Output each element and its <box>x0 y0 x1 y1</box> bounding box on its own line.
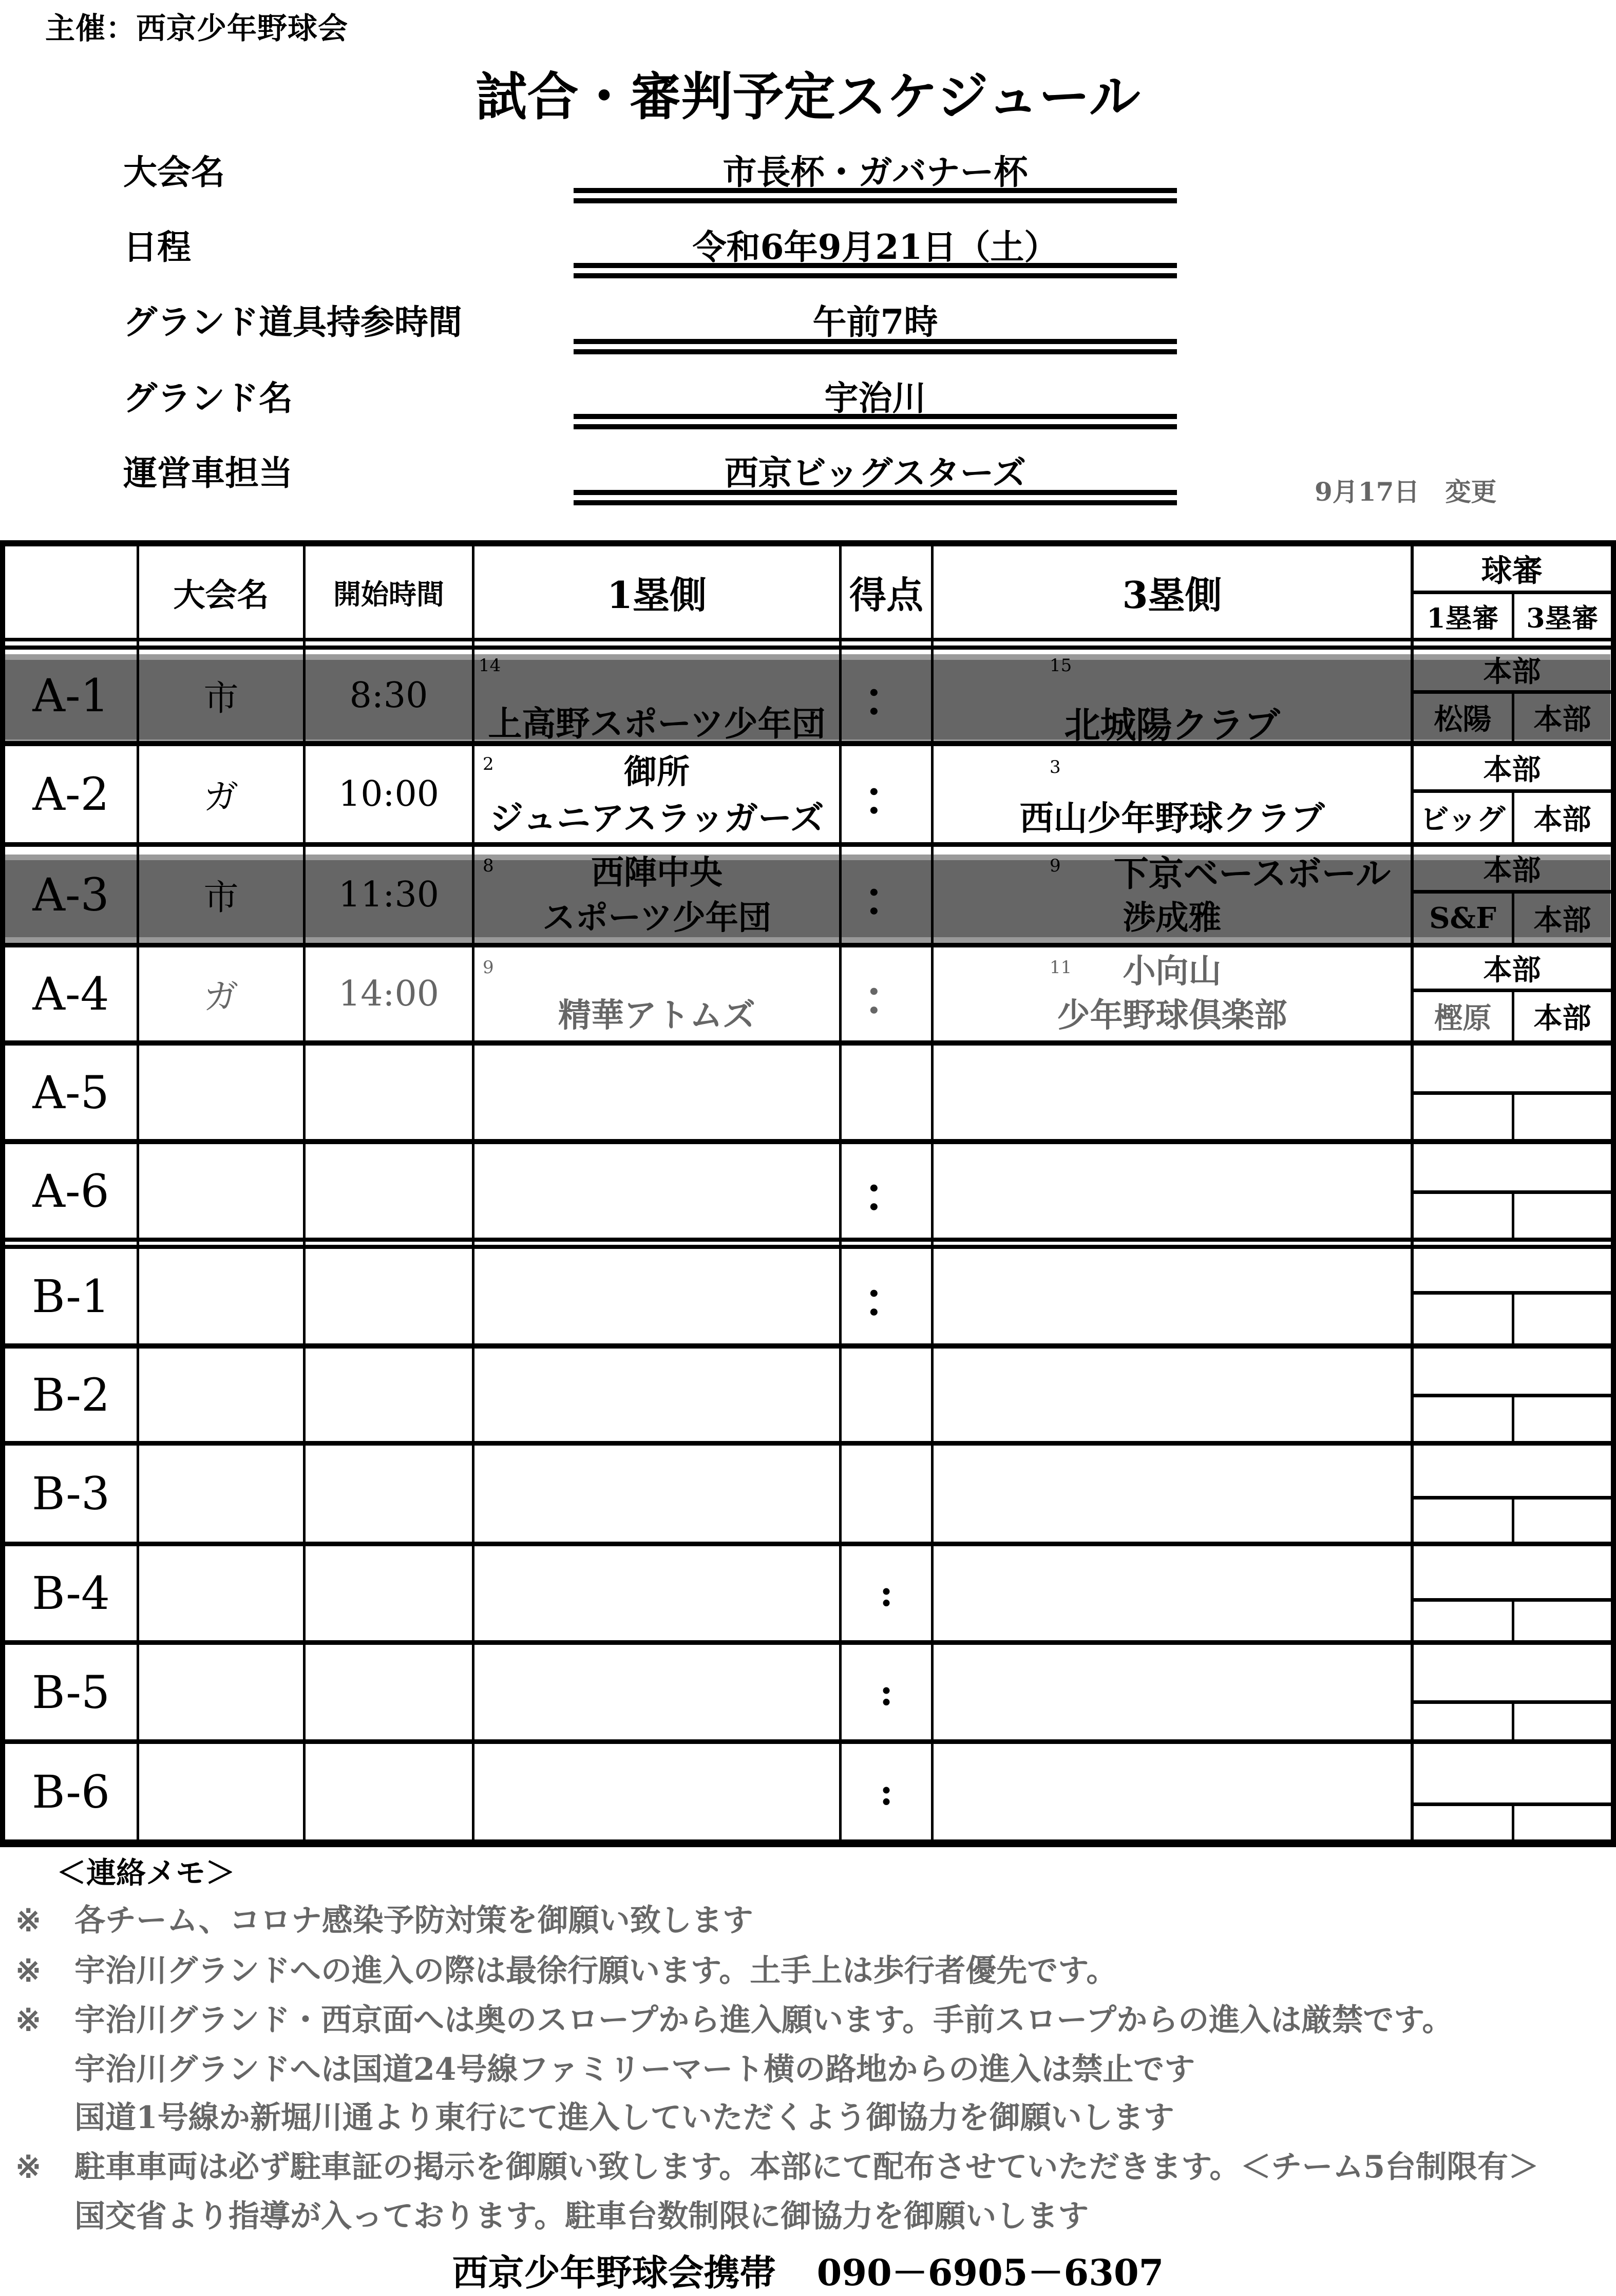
section-divider <box>0 1245 1616 1249</box>
header-divider <box>0 638 1616 641</box>
reference-mark-icon: ※ <box>15 2002 42 2038</box>
memo-text: 宇治川グランド・西京面へは奥のスロープから進入願います。手前スロープからの進入は厳禁です。 <box>74 2002 1453 2038</box>
memo-text: 各チーム、コロナ感染予防対策を御願い致します <box>74 1903 753 1939</box>
umpire-divider <box>1414 1394 1611 1397</box>
score-separator <box>842 1349 931 1441</box>
third-base-umpire: 本部 <box>1533 1001 1591 1035</box>
table-top-border <box>0 540 1616 546</box>
umpire-split <box>1512 1397 1514 1441</box>
change-note: 9月17日 変更 <box>1315 477 1497 507</box>
score-separator: : <box>880 1770 893 1813</box>
umpire-divider <box>1414 1091 1611 1095</box>
plate-umpire: 本部 <box>1483 753 1541 787</box>
row-divider <box>0 1441 1616 1446</box>
umpire-split <box>1512 1602 1514 1640</box>
row-id: B-2 <box>31 1368 110 1421</box>
memo-item <box>15 1996 1453 2040</box>
memo-item <box>15 1896 753 1940</box>
team1-name: 上高野スポーツ少年団 <box>488 704 826 744</box>
team3-name: 北城陽クラブ <box>1064 704 1280 746</box>
score-separator: ： <box>863 871 909 926</box>
row-id: A-5 <box>32 1066 109 1119</box>
row-id: B-6 <box>31 1765 110 1818</box>
team1-name: 精華アトムズ <box>558 996 755 1035</box>
memo-text: 国道1号線か新堀川通より東行にて進入していただくよう御協力を御願いします <box>74 2100 1174 2136</box>
plate-umpire: 本部 <box>1483 853 1541 887</box>
row-id: B-1 <box>31 1269 110 1323</box>
umpire-split <box>1512 1806 1514 1839</box>
umpire-divider <box>1414 1598 1611 1602</box>
row-id: A-2 <box>32 768 109 821</box>
row-divider <box>0 1040 1616 1046</box>
row-tournament: ガ <box>203 977 239 1017</box>
contact-phone: 090－6905－6307 <box>816 2251 1164 2294</box>
third-base-umpire: 本部 <box>1533 903 1591 937</box>
score-separator: ： <box>863 771 909 826</box>
umpire-divider <box>1414 789 1611 793</box>
underline-ground <box>574 414 1177 429</box>
row-tournament: 市 <box>203 878 239 918</box>
info-value-equipment-time: 午前7時 <box>812 302 938 342</box>
col-header-third-base-umpire: 3塁審 <box>1526 603 1599 634</box>
section-divider <box>0 1238 1616 1242</box>
row-divider <box>0 1139 1616 1144</box>
col-header-first-base-side: 1塁側 <box>606 573 707 617</box>
row-id: A-1 <box>32 669 109 722</box>
contact-line <box>0 2244 1616 2296</box>
row-divider <box>0 1343 1616 1349</box>
team1-name-line1: 西陣中央 <box>591 853 723 892</box>
team3-name-line2: 渉成雅 <box>1123 899 1222 937</box>
first-base-umpire: ビッグ <box>1420 803 1506 837</box>
col-header-first-base-umpire: 1塁審 <box>1427 603 1499 634</box>
umpire-split <box>1512 1500 1514 1542</box>
row-id: B-3 <box>31 1467 110 1520</box>
score-separator: ： <box>863 672 909 727</box>
score-separator <box>842 1046 931 1139</box>
reference-mark-icon: ※ <box>15 2149 42 2185</box>
row-id: A-3 <box>32 868 109 921</box>
umpire-split <box>1512 1704 1514 1739</box>
row-id: A-6 <box>32 1164 109 1218</box>
memo-text: 駐車車両は必ず駐車証の掲示を御願い致します。本部にて配布させていただきます。＜チーム5台制限有＞ <box>74 2149 1539 2185</box>
umpire-divider <box>1414 1802 1611 1806</box>
third-base-umpire: 本部 <box>1533 703 1591 736</box>
row-tournament: 市 <box>203 678 239 719</box>
umpire-divider <box>1414 1291 1611 1295</box>
info-value-ground: 宇治川 <box>824 378 926 418</box>
info-value-operation-car: 西京ビッグスターズ <box>724 453 1026 493</box>
underline-operation-car <box>574 490 1177 505</box>
memo-item <box>15 2093 1174 2137</box>
third-base-umpire: 本部 <box>1533 803 1591 837</box>
memo-text: 宇治川グランドへの進入の際は最徐行願います。土手上は歩行者優先です。 <box>74 1953 1117 1989</box>
info-label-ground: グランド名 <box>123 378 293 418</box>
umpire-divider <box>1414 690 1611 694</box>
info-label-operation-car: 運営車担当 <box>123 453 293 493</box>
team1-seed: 8 <box>483 856 494 876</box>
team3-name-line1: 下京ベースボール <box>1113 853 1391 895</box>
row-tournament: ガ <box>203 777 239 818</box>
team1-name-line2: スポーツ少年団 <box>542 899 771 937</box>
row-start-time: 8:30 <box>349 675 428 716</box>
info-label-date: 日程 <box>123 227 191 267</box>
info-label-equipment-time: グランド道具持参時間 <box>123 302 462 342</box>
col-header-score: 得点 <box>849 573 923 617</box>
team3-name-line2: 少年野球倶楽部 <box>1057 996 1287 1035</box>
team3-seed: 11 <box>1050 957 1072 978</box>
memo-text: 宇治川グランドへは国道24号線ファミリーマート横の路地からの進入は禁止です <box>74 2052 1195 2088</box>
memo-item <box>15 2142 1539 2187</box>
score-separator: : <box>880 1671 893 1714</box>
row-divider <box>0 1739 1616 1744</box>
row-start-time: 14:00 <box>338 974 439 1014</box>
score-separator: ： <box>863 1168 909 1222</box>
col-header-third-base-side: 3塁側 <box>1122 573 1222 617</box>
row-id: B-5 <box>31 1665 110 1719</box>
memo-heading: ＜連絡メモ＞ <box>56 1855 236 1890</box>
row-start-time: 11:30 <box>338 875 439 915</box>
team3-seed: 9 <box>1050 856 1061 876</box>
reference-mark-icon: ※ <box>15 1953 42 1989</box>
first-base-umpire: 松陽 <box>1434 703 1492 736</box>
info-label-tournament: 大会名 <box>123 152 225 192</box>
row-id: A-4 <box>32 967 109 1020</box>
row-start-time: 10:00 <box>338 774 439 814</box>
umpire-divider <box>1414 1700 1611 1704</box>
score-separator <box>842 1446 931 1542</box>
umpire-split <box>1512 1095 1514 1139</box>
umpire-split <box>1512 1295 1514 1343</box>
memo-item <box>15 2192 1089 2236</box>
plate-umpire: 本部 <box>1483 655 1541 689</box>
umpire-divider <box>1414 989 1611 992</box>
score-separator: : <box>880 1572 893 1615</box>
col-header-umpire: 球審 <box>1481 553 1543 589</box>
page-title: 試合・審判予定スケジュール <box>476 66 1140 127</box>
reference-mark-icon: ※ <box>15 1903 42 1939</box>
team1-seed: 14 <box>479 655 501 676</box>
row-divider <box>0 1640 1616 1645</box>
underline-equipment-time <box>574 339 1177 354</box>
score-separator: ： <box>863 971 909 1026</box>
col-header-start-time: 開始時間 <box>333 577 444 611</box>
underline-date <box>574 263 1177 278</box>
memo-text: 国交省より指導が入っております。駐車台数制限に御協力を御願いします <box>74 2198 1089 2234</box>
row-divider <box>0 1542 1616 1546</box>
team3-seed: 15 <box>1050 655 1072 676</box>
first-base-umpire: 樫原 <box>1434 1001 1492 1035</box>
umpire-divider <box>1414 1190 1611 1194</box>
memo-item <box>15 1946 1117 1990</box>
umpire-split <box>1512 1194 1514 1238</box>
first-base-umpire: S&F <box>1429 901 1496 935</box>
table-bottom-border <box>0 1839 1616 1847</box>
team1-name-line1: 御所 <box>624 753 690 791</box>
contact-label: 西京少年野球会携帯 <box>452 2251 776 2294</box>
team1-name-line2: ジュニアスラッガーズ <box>489 798 824 838</box>
team3-name: 西山少年野球クラブ <box>1019 798 1325 838</box>
score-separator: ： <box>863 1273 909 1327</box>
underline-tournament <box>574 188 1177 203</box>
row-id: B-4 <box>31 1567 110 1620</box>
col-header-tournament: 大会名 <box>173 576 269 614</box>
team1-seed: 2 <box>483 754 494 774</box>
info-value-date: 令和6年9月21日（土） <box>692 227 1058 267</box>
organizer-label: 主催：西京少年野球会 <box>45 11 349 46</box>
team3-seed: 3 <box>1050 757 1061 777</box>
team1-seed: 9 <box>483 957 494 978</box>
info-value-tournament: 市長杯・ガバナー杯 <box>723 152 1028 192</box>
umpire-divider <box>1414 1496 1611 1500</box>
umpire-divider <box>1414 890 1611 894</box>
memo-item <box>15 2045 1195 2089</box>
team3-name-line1: 小向山 <box>1123 952 1222 991</box>
plate-umpire: 本部 <box>1483 953 1541 987</box>
